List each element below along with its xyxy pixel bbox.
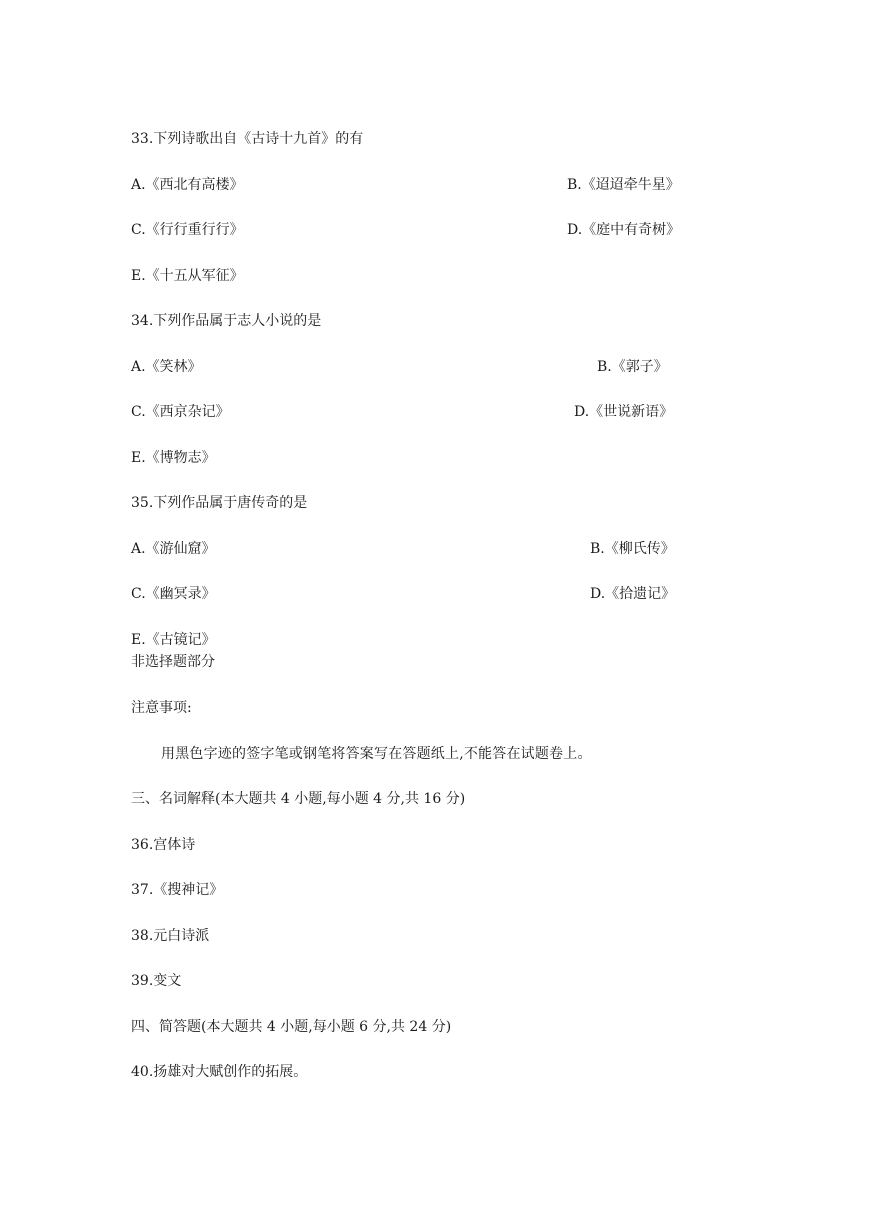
q33-option-a: A.《西北有高楼》 (131, 177, 244, 193)
q35-option-b: B.《柳氏传》 (590, 541, 675, 557)
term-item: 37.《搜神记》 (131, 882, 224, 898)
section-4-title: 四、简答题(本大题共 4 小题,每小题 6 分,共 24 分) (131, 1019, 452, 1035)
notice-title: 注意事项: (131, 700, 192, 716)
q34-option-d: D.《世说新语》 (574, 404, 674, 420)
q35-option-a: A.《游仙窟》 (131, 541, 216, 557)
q33-option-e: E.《十五从军征》 (131, 268, 244, 284)
q34-option-b: B.《郭子》 (597, 359, 668, 375)
question-35-stem: 35.下列作品属于唐传奇的是 (131, 495, 308, 511)
q34-option-c: C.《西京杂记》 (131, 404, 230, 420)
notice-text: 用黑色字迹的签字笔或钢笔将答案写在答题纸上,不能答在试题卷上。 (161, 746, 592, 762)
term-item: 36.宫体诗 (131, 837, 196, 853)
q34-option-a: A.《笑林》 (131, 359, 202, 375)
q33-option-b: B.《迢迢牵牛星》 (567, 177, 680, 193)
question-33-stem: 33.下列诗歌出自《古诗十九首》的有 (131, 131, 364, 147)
term-item: 39.变文 (131, 973, 182, 989)
question-34-stem: 34.下列作品属于志人小说的是 (131, 313, 322, 329)
q33-option-c: C.《行行重行行》 (131, 222, 244, 238)
short-answer-item: 40.扬雄对大赋创作的拓展。 (131, 1064, 308, 1080)
section-3-title: 三、名词解释(本大题共 4 小题,每小题 4 分,共 16 分) (131, 791, 466, 807)
q35-option-e: E.《古镜记》 (131, 632, 216, 648)
non-choice-section-title: 非选择题部分 (131, 654, 215, 670)
q35-option-d: D.《拾遗记》 (590, 586, 676, 602)
q34-option-e: E.《博物志》 (131, 450, 216, 466)
q33-option-d: D.《庭中有奇树》 (567, 222, 681, 238)
term-item: 38.元白诗派 (131, 928, 210, 944)
q35-option-c: C.《幽冥录》 (131, 586, 216, 602)
